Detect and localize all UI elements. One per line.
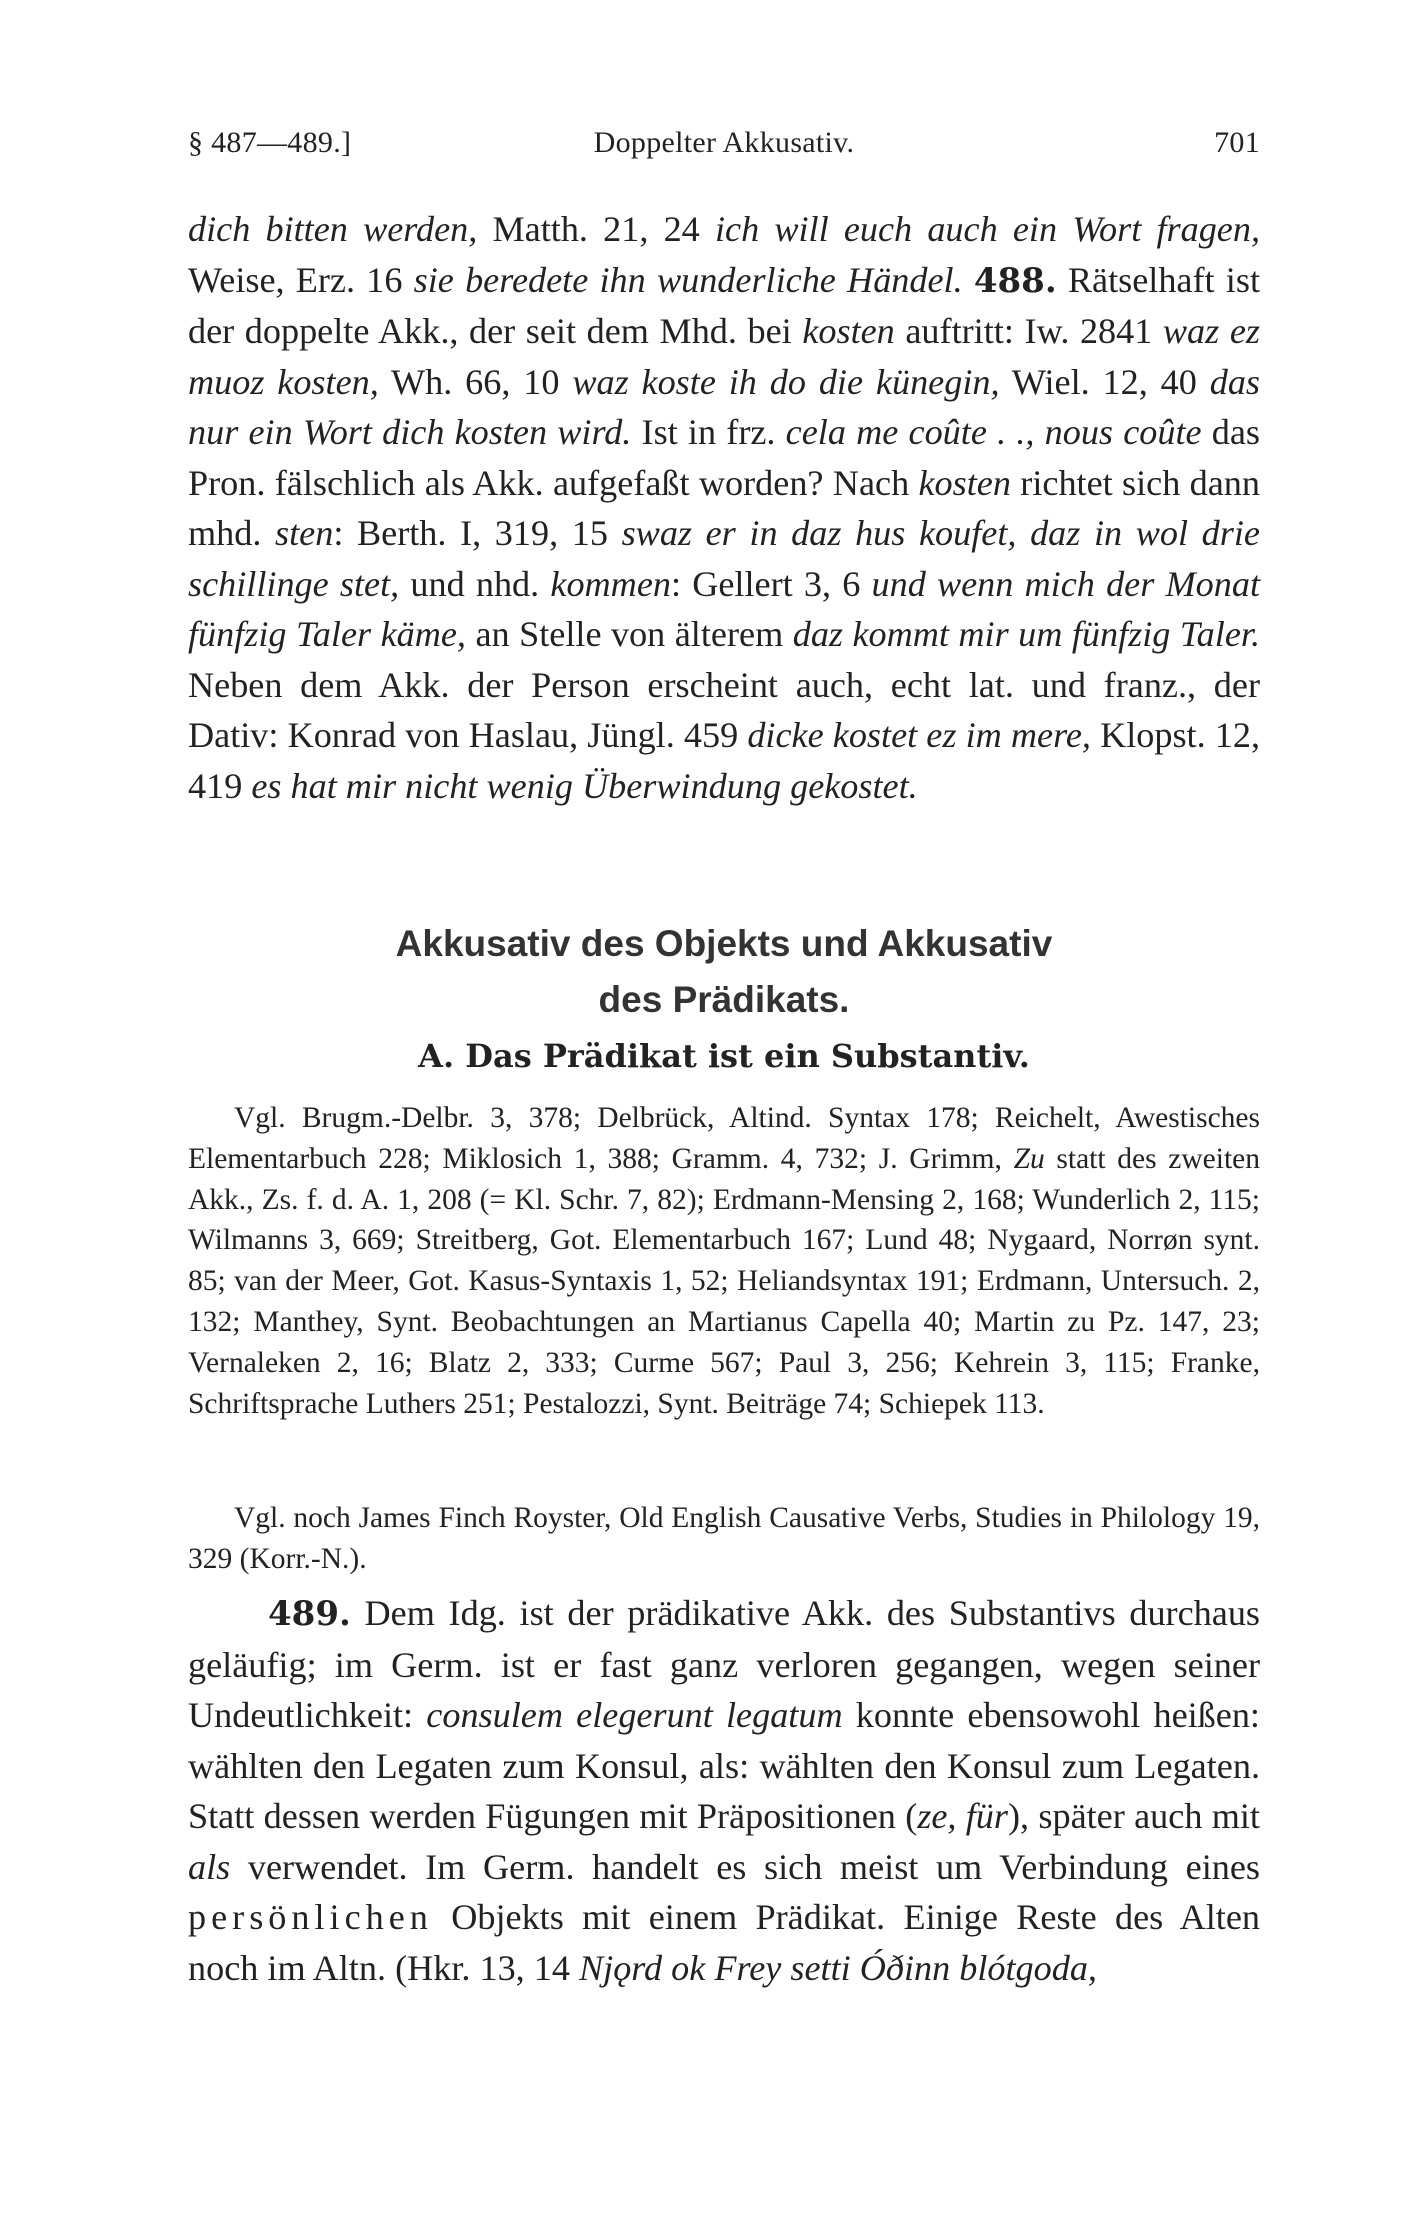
section-number-489: 489. xyxy=(268,1594,351,1634)
example-text: consulem elegerunt legatum xyxy=(426,1695,843,1735)
citation: : Berth. I, 319, 15 xyxy=(333,513,622,553)
reference-text: statt des zweiten Akk., Zs. f. d. A. 1, 208 (= Kl. Schr. 7, 82); Erdmann-Mensing 2, 168; Wunderlich 2, 115; Wilmanns 3, 669; Streitberg, Got. Elementarbuch 167; Lund 48; Nygaard, Norrøn synt. 85; van der Meer, Got. Kasus-Syntaxis 1, 52; Heliandsyntax 191; Erdmann, Untersuch. 2, 132; Manthey, Synt. Beobachtungen an Martianus Capella 40; Martin zu Pz. 147, 23; Vernaleken 2, 16; Blatz 2, 333; Curme 567; Paul 3, 256; Kehrein 3, 115; Franke, Schriftsprache Luthers 251; Pestalozzi, Synt. Beiträge 74; Schiepek 113. xyxy=(188,1142,1260,1420)
citation: Wh. 66, 10 xyxy=(378,361,573,402)
paragraph-489 xyxy=(188,1588,1260,1993)
spaced-emphasis: persönlichen xyxy=(188,1897,433,1937)
example-text: sten xyxy=(275,513,334,553)
subsection-heading: A. Das Prädikat ist ein Substantiv. xyxy=(418,1037,1030,1075)
body-text: Objekts mit einem Prädikat. Einige Reste des Alten noch im Altn. (Hkr. 13, 14 xyxy=(188,1897,1260,1988)
running-header xyxy=(188,126,1260,176)
example-text: daz kommt mir um fünfzig Taler. xyxy=(792,614,1261,654)
example-text: cela me coûte . ., xyxy=(785,412,1035,452)
section-heading xyxy=(188,916,1260,1028)
example-text: das nur ein Wort dich kosten wird. xyxy=(188,361,1260,452)
header-section-range: § 487—489.] xyxy=(188,126,352,159)
body-text: Ist in frz. xyxy=(631,412,786,452)
example-text: ich will euch auch ein Wort fragen, xyxy=(714,209,1260,249)
body-text: und nhd. xyxy=(399,563,551,604)
example-text: waz ez muoz kosten, xyxy=(188,311,1260,402)
citation: auftritt: Iw. 2841 xyxy=(894,311,1163,351)
literature-references xyxy=(188,1098,1260,1424)
body-text: verwendet. Im Germ. handelt es sich meist um Verbindung eines xyxy=(230,1846,1260,1887)
example-text: sie beredete ihn wunderliche Händel. xyxy=(413,259,963,300)
example-text: swaz er in daz hus koufet, daz in wol drie schillinge stet, xyxy=(188,513,1260,604)
body-text: ), später auch mit xyxy=(1007,1796,1260,1836)
section-heading-line-1: Akkusativ des Objekts und Akkusativ xyxy=(395,923,1053,964)
body-text: das Pron. fälschlich als Akk. aufgefaßt worden? Nach xyxy=(188,412,1261,503)
body-text: Neben dem Akk. der Person erscheint auch, echt lat. und franz., der Dativ: Konrad von Haslau, Jüngl. 459 xyxy=(188,664,1260,755)
paragraph-487-488 xyxy=(188,204,1260,811)
body-text: an Stelle von älterem xyxy=(465,614,793,654)
body-text: Rätselhaft ist der doppelte Akk., der seit dem Mhd. bei xyxy=(188,259,1260,351)
example-text: Njǫrd ok Frey setti Óðinn blótgoda, xyxy=(579,1947,1097,1988)
example-text: ze, für xyxy=(917,1796,1008,1836)
reference-italic: Zu xyxy=(1013,1142,1045,1175)
example-text: als xyxy=(188,1846,231,1887)
citation: : Gellert 3, 6 xyxy=(670,563,872,604)
section-number-488: 488. xyxy=(973,260,1057,301)
example-text: dicke kostet ez im mere, xyxy=(747,715,1091,755)
body-text: richtet sich dann mhd. xyxy=(188,462,1260,553)
header-title: Doppelter Akkusativ. xyxy=(593,126,855,159)
example-text: nous coûte xyxy=(1044,412,1202,452)
example-text: dich bitten werden, xyxy=(188,209,478,249)
citation: Matth. 21, 24 xyxy=(477,209,715,249)
literature-note: Vgl. noch James Finch Royster, Old English Causative Verbs, Studies in Philology 19, 329 (Korr.-N.). xyxy=(188,1502,1260,1575)
body-text: Dem Idg. ist der prädikative Akk. des Substantivs durchaus geläufig; im Germ. ist er fast ganz verloren gegangen, wegen seiner Undeutlichkeit: xyxy=(188,1593,1260,1735)
body-text: konnte ebensowohl heißen: wählten den Legaten zum Konsul, als: wählten den Konsul zum Legaten. Statt dessen werden Fügungen mit Präpositionen ( xyxy=(188,1695,1260,1836)
example-text: waz koste ih do die künegin, xyxy=(572,361,1000,402)
page-number: 701 xyxy=(1214,126,1260,159)
example-text: kommen xyxy=(550,563,671,604)
example-text: kosten xyxy=(918,462,1011,503)
reference-text: Vgl. Brugm.-Delbr. 3, 378; Delbrück, Altind. Syntax 178; Reichelt, Awestisches Elementarbuch 228; Miklosich 1, 388; Gramm. 4, 732; J. Grimm, xyxy=(188,1102,1260,1175)
spacer xyxy=(1034,412,1044,452)
example-text: kosten xyxy=(802,311,895,351)
section-heading-line-2: des Prädikats. xyxy=(598,979,850,1020)
citation: Klopst. 12, 419 xyxy=(188,715,1261,806)
example-text: es hat mir nicht wenig Überwindung gekostet. xyxy=(251,765,918,806)
example-text: und wenn mich der Monat fünfzig Taler käme, xyxy=(188,563,1260,654)
citation: Wiel. 12, 40 xyxy=(999,361,1210,402)
citation: Weise, Erz. 16 xyxy=(188,259,414,300)
